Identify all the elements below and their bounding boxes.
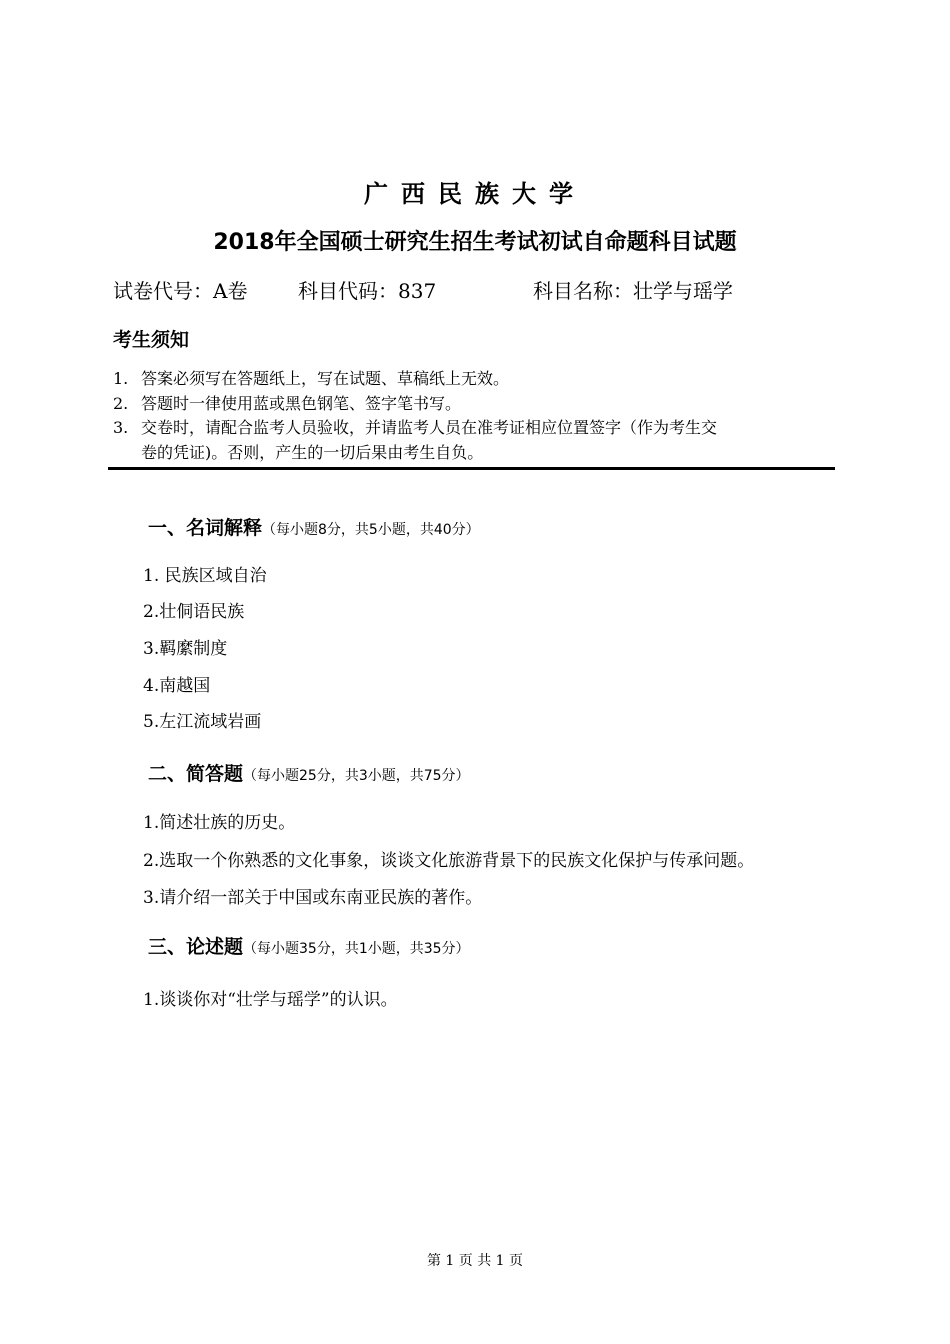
question-item: 3.请介绍一部关于中国或东南亚民族的著作。	[143, 888, 483, 908]
notice-item	[113, 366, 509, 389]
notice-item-text: 交卷时，请配合监考人员验收，并请监考人员在准考证相应位置签字（作为考生交	[141, 418, 718, 437]
question-item: 1.简述壮族的历史。	[143, 813, 296, 833]
page-footer: 第 1 页 共 1 页	[426, 1253, 524, 1269]
question-item: 2.选取一个你熟悉的文化事象，谈谈文化旅游背景下的民族文化保护与传承问题。	[143, 851, 755, 871]
section-heading	[148, 759, 470, 786]
separator-line	[108, 467, 835, 470]
question-item: 2.壮侗语民族	[143, 602, 245, 622]
question-item: 4.南越国	[143, 676, 211, 696]
notice-heading: 考生须知	[113, 329, 190, 351]
question-item: 5.左江流域岩画	[143, 712, 262, 732]
subject-code	[298, 275, 436, 304]
section-score-note: （每小题35分，共1小题，共35分）	[243, 941, 470, 957]
subject-name-value: 壮学与瑶学	[633, 279, 733, 303]
paper-code	[113, 275, 247, 304]
paper-code-label: 试卷代号：	[113, 279, 213, 303]
notice-item-number: 3.	[113, 418, 129, 437]
question-item: 3.羁縻制度	[143, 639, 228, 659]
notice-item-continuation: 卷的凭证)。否则，产生的一切后果由考生自负。	[141, 443, 484, 462]
section-title: 一、名词解释	[148, 517, 263, 539]
notice-item-text: 答案必须写在答题纸上，写在试题、草稿纸上无效。	[141, 369, 510, 388]
notice-item-number: 2.	[113, 394, 129, 413]
section-score-note: （每小题8分，共5小题，共40分）	[262, 522, 480, 538]
subject-code-label: 科目代码：	[298, 279, 398, 303]
question-item: 1.谈谈你对“壮学与瑶学”的认识。	[143, 990, 398, 1010]
subject-code-value: 837	[398, 279, 437, 303]
notice-item-text: 答题时一律使用蓝或黑色钢笔、签字笔书写。	[141, 394, 462, 413]
subject-name-label: 科目名称：	[533, 279, 633, 303]
section-score-note: （每小题25分，共3小题，共75分）	[243, 768, 470, 784]
section-heading	[148, 513, 480, 540]
section-heading	[148, 932, 470, 959]
notice-item	[113, 415, 717, 438]
notice-item-number: 1.	[113, 369, 129, 388]
notice-item	[113, 391, 461, 414]
section-title: 二、简答题	[148, 763, 244, 785]
paper-code-value: A卷	[213, 279, 248, 303]
section-title: 三、论述题	[148, 936, 244, 958]
question-item: 1. 民族区域自治	[143, 566, 267, 586]
exam-title: 2018年全国硕士研究生招生考试初试自命题科目试题	[213, 230, 737, 255]
subject-name	[533, 275, 733, 304]
university-name: 广西民族大学	[364, 180, 586, 208]
